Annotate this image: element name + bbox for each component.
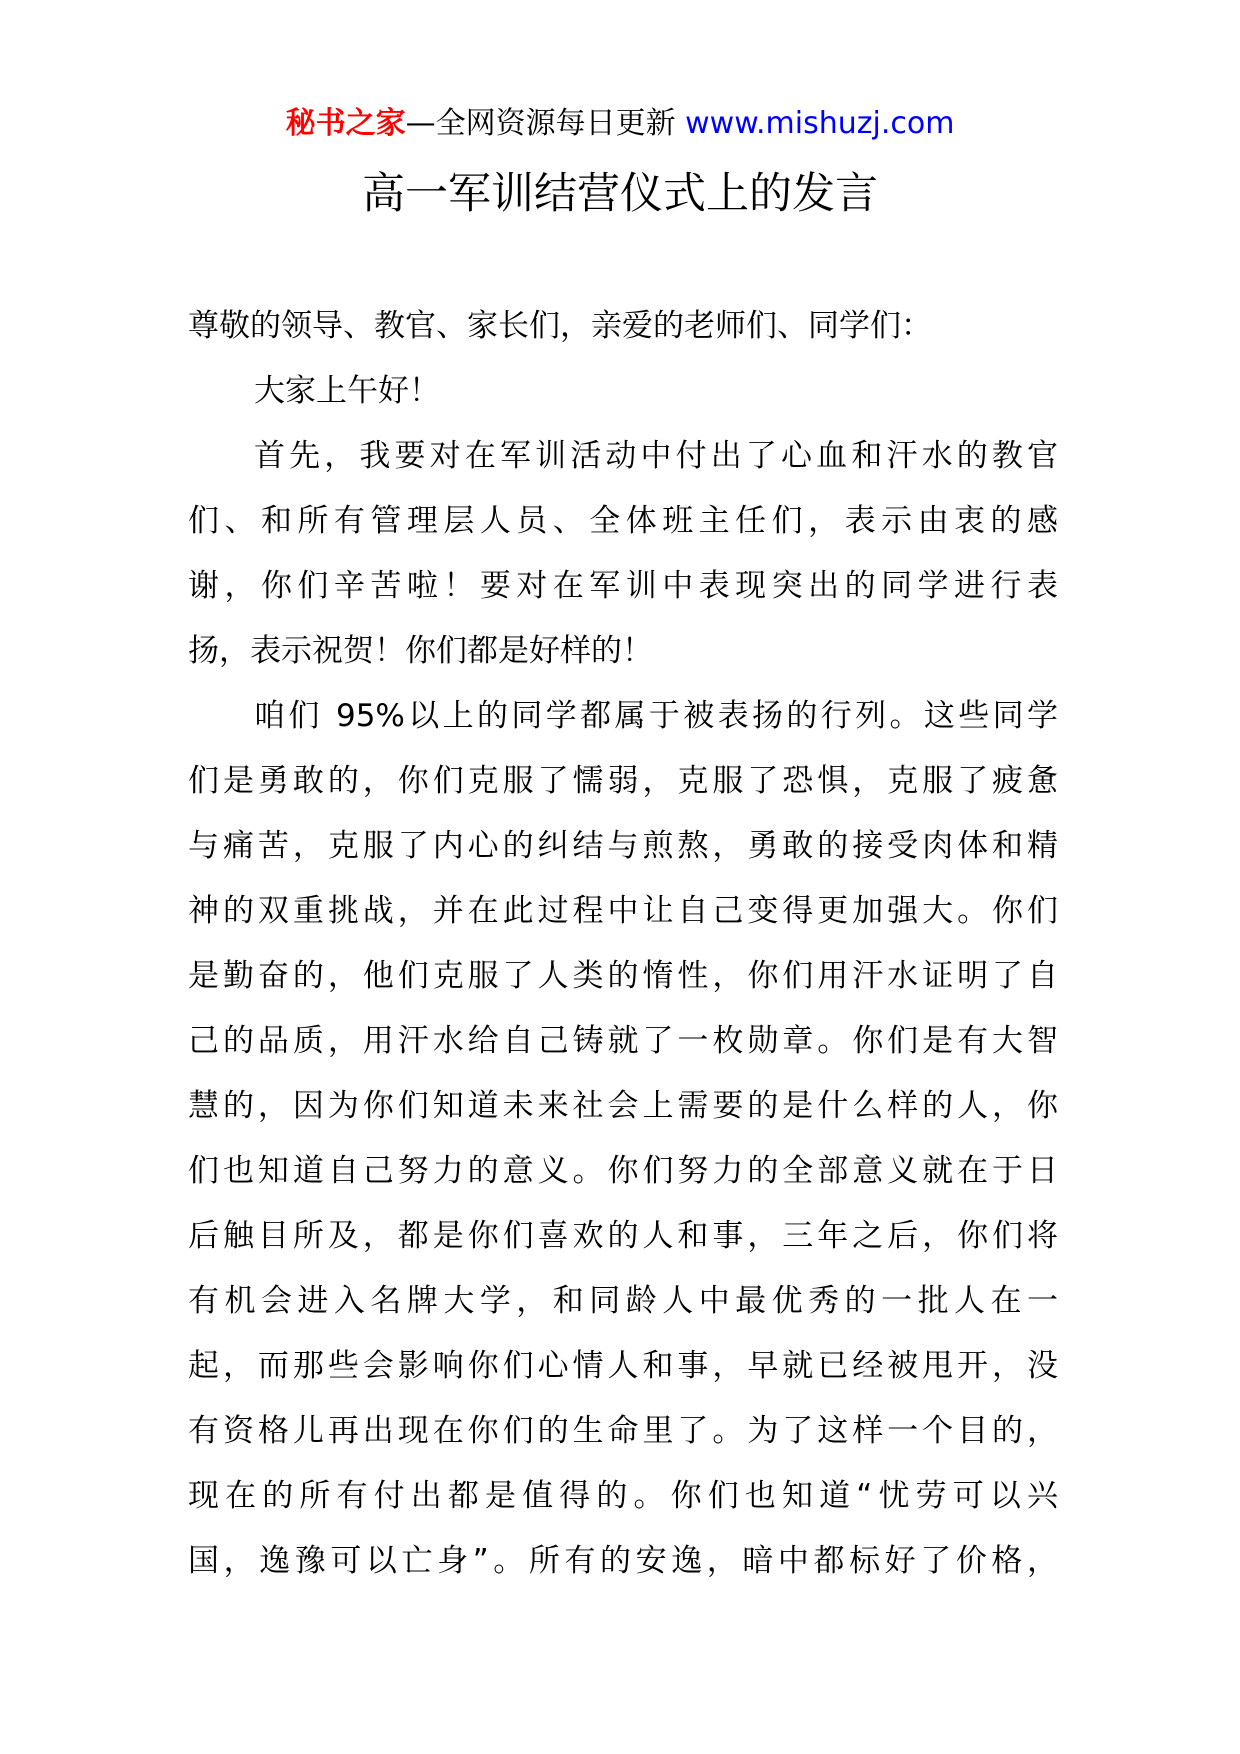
site-url-link[interactable]: www.mishuzj.com — [685, 106, 955, 141]
paragraph-line: 大家上午好！ — [254, 373, 440, 409]
paragraph-line: 起，而那些会影响你们心情人和事，早就已经被甩开，没 — [188, 1348, 1058, 1384]
paragraph-line: 与痛苦，克服了内心的纠结与煎熬，勇敢的接受肉体和精 — [188, 828, 1058, 864]
paragraph-line: 咱们 95%以上的同学都属于被表扬的行列。这些同学 — [254, 698, 1058, 734]
site-header — [0, 102, 1240, 146]
paragraph-line: 们是勇敢的，你们克服了懦弱，克服了恐惧，克服了疲惫 — [188, 763, 1058, 799]
document-body — [188, 294, 1058, 1594]
document-title: 高一军训结营仪式上的发言 — [362, 169, 878, 219]
paragraph-line: 国，逸豫可以亡身”。所有的安逸，暗中都标好了价格， — [188, 1543, 1058, 1579]
site-brand: 秘书之家 — [285, 106, 406, 141]
paragraph-line: 神的双重挑战，并在此过程中让自己变得更加强大。你们 — [188, 893, 1058, 929]
paragraph-line: 现在的所有付出都是值得的。你们也知道“忧劳可以兴 — [188, 1478, 1058, 1514]
paragraph-line: 有机会进入名牌大学，和同龄人中最优秀的一批人在一 — [188, 1283, 1058, 1319]
paragraph-line: 们也知道自己努力的意义。你们努力的全部意义就在于日 — [188, 1153, 1058, 1189]
paragraph-line: 谢，你们辛苦啦！要对在军训中表现突出的同学进行表 — [188, 568, 1058, 604]
paragraph-line: 们、和所有管理层人员、全体班主任们，表示由衷的感 — [188, 503, 1058, 539]
site-slogan: —全网资源每日更新 — [405, 106, 686, 141]
paragraph-line: 有资格儿再出现在你们的生命里了。为了这样一个目的， — [188, 1413, 1058, 1449]
paragraph-line: 己的品质，用汗水给自己铸就了一枚勋章。你们是有大智 — [188, 1023, 1058, 1059]
paragraph-line: 首先，我要对在军训活动中付出了心血和汗水的教官 — [254, 438, 1058, 474]
paragraph-line: 是勤奋的，他们克服了人类的惰性，你们用汗水证明了自 — [188, 958, 1058, 994]
paragraph-line: 后触目所及，都是你们喜欢的人和事，三年之后，你们将 — [188, 1218, 1058, 1254]
paragraph-line: 扬，表示祝贺！你们都是好样的！ — [188, 633, 653, 669]
paragraph-line: 慧的，因为你们知道未来社会上需要的是什么样的人，你 — [188, 1088, 1058, 1124]
paragraph-line: 尊敬的领导、教官、家长们，亲爱的老师们、同学们： — [188, 308, 932, 344]
